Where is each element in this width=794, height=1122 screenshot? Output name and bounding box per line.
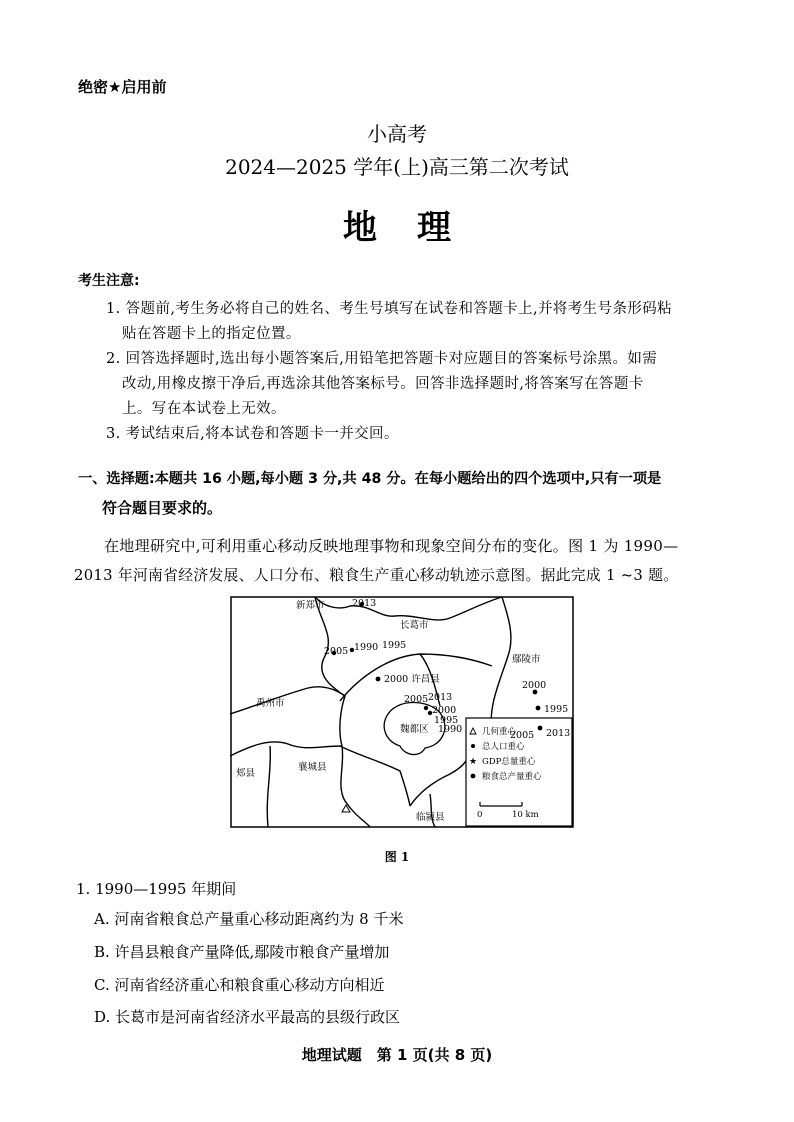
label-changge: 长葛市 bbox=[400, 620, 429, 631]
intro-line-2: 2013 年河南省经济发展、人口分布、粮食生产重心移动轨迹示意图。据此完成 1 ~3 题。 bbox=[74, 567, 679, 584]
exam-title: 2024—2025 学年(上)高三第二次考试 bbox=[225, 155, 569, 179]
year-1990-center: 1990 bbox=[438, 724, 463, 735]
year-2000-right: 2000 bbox=[522, 680, 547, 691]
question-1-option-d[interactable]: D. 长葛市是河南省经济水平最高的县级行政区 bbox=[94, 1008, 401, 1026]
year-1995-center: 1995 bbox=[434, 715, 459, 726]
notice-heading: 考生注意: bbox=[78, 273, 140, 289]
year-1995-right: 1995 bbox=[544, 704, 569, 715]
center-marker-2013 bbox=[424, 706, 428, 710]
year-2013-top: 2013 bbox=[352, 598, 377, 609]
grain-marker-1995 bbox=[536, 706, 541, 711]
question-1-stem: 1. 1990—1995 年期间 bbox=[76, 880, 237, 898]
year-2005-center: 2005 bbox=[404, 694, 429, 705]
year-1995-top: 1995 bbox=[382, 640, 407, 651]
subject-title: 地理 bbox=[343, 208, 491, 248]
notice-line-2: 贴在答题卡上的指定位置。 bbox=[122, 326, 301, 342]
population-marker-2000 bbox=[376, 677, 381, 682]
intro-line-1: 在地理研究中,可利用重心移动反映地理事物和现象空间分布的变化。图 1 为 1990— bbox=[104, 537, 679, 555]
year-1990-top: 1990 bbox=[354, 642, 379, 653]
exam-brand: 小高考 bbox=[367, 122, 427, 146]
scale-km: 10 km bbox=[512, 810, 539, 820]
label-xiangcheng: 襄城县 bbox=[298, 762, 327, 773]
label-yanling: 鄢陵市 bbox=[512, 654, 541, 665]
grain-marker-2013 bbox=[538, 726, 543, 731]
label-linying: 临颍县 bbox=[416, 812, 445, 823]
legend-grain-icon bbox=[471, 774, 476, 779]
label-xuchang-county: 2000 许昌县 bbox=[384, 674, 440, 685]
year-2000-center: 2000 bbox=[432, 705, 457, 716]
section-heading-line-2: 符合题目要求的。 bbox=[102, 499, 223, 517]
gravity-center-map bbox=[230, 596, 574, 828]
year-2005-right: 2005 bbox=[510, 730, 535, 741]
section-heading-line-1: 一、选择题:本题共 16 小题,每小题 3 分,共 48 分。在每小题给出的四个选项中,只有一项是 bbox=[78, 471, 662, 487]
notice-line-3: 2. 回答选择题时,选出每小题答案后,用铅笔把答题卡对应题目的答案标号涂黑。如需 bbox=[106, 351, 658, 367]
legend-geometric: 几何重心 bbox=[482, 727, 517, 737]
question-1-option-b[interactable]: B. 许昌县粮食产量降低,鄢陵市粮食产量增加 bbox=[94, 943, 390, 961]
scale-zero: 0 bbox=[477, 810, 483, 820]
figure-caption: 图 1 bbox=[384, 850, 410, 864]
notice-line-5: 上。写在本试卷上无效。 bbox=[122, 401, 286, 417]
legend-grain: 粮食总产量重心 bbox=[482, 772, 542, 782]
year-2013-right: 2013 bbox=[546, 728, 571, 739]
notice-line-4: 改动,用橡皮擦干净后,再选涂其他答案标号。回答非选择题时,将答案写在答题卡 bbox=[122, 376, 644, 392]
label-yuzhou: 禹州市 bbox=[256, 698, 285, 709]
question-1-option-c[interactable]: C. 河南省经济重心和粮食重心移动方向相近 bbox=[94, 976, 385, 994]
page-footer: 地理试题 第 1 页(共 8 页) bbox=[301, 1046, 493, 1064]
confidential-mark: 绝密★启用前 bbox=[78, 78, 167, 96]
legend-population: 总人口重心 bbox=[482, 742, 525, 752]
year-2005-left: 2005 bbox=[324, 646, 349, 657]
notice-line-1: 1. 答题前,考生务必将自己的姓名、考生号填写在试卷和答题卡上,并将考生号条形码粘 bbox=[106, 301, 673, 317]
question-1-option-a[interactable]: A. 河南省粮食总产量重心移动距离约为 8 千米 bbox=[94, 910, 404, 928]
legend-population-icon bbox=[471, 744, 475, 748]
legend-gdp: GDP总量重心 bbox=[482, 757, 536, 767]
year-2013-center: 2013 bbox=[428, 692, 453, 703]
label-xinzheng: 新郑市 bbox=[296, 600, 325, 611]
label-weidu: 魏都区 bbox=[400, 724, 429, 735]
legend-star-icon: ★ bbox=[469, 757, 478, 767]
notice-line-6: 3. 考试结束后,将本试卷和答题卡一并交回。 bbox=[106, 426, 399, 442]
label-jiaxian: 郏县 bbox=[236, 768, 256, 779]
